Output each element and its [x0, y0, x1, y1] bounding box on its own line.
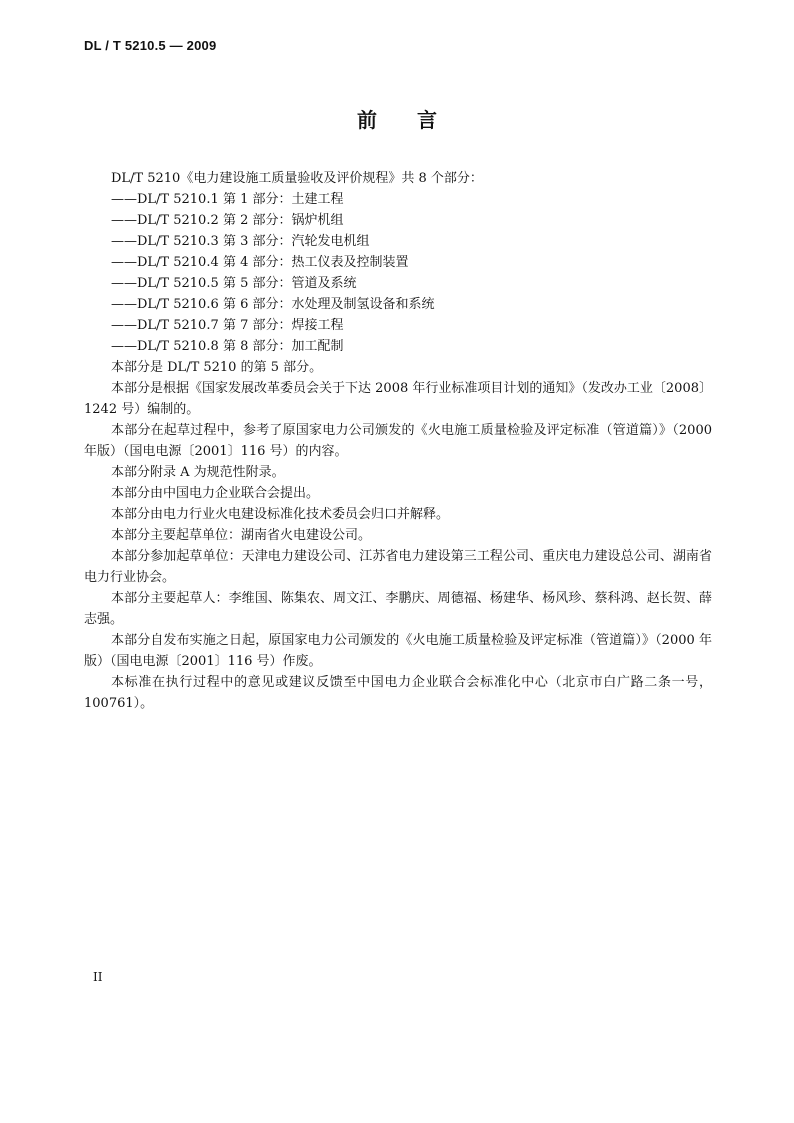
intro-paragraph: DL/T 5210《电力建设施工质量验收及评价规程》共 8 个部分：	[111, 171, 483, 186]
part-code: ——DL/T 5210.8	[111, 339, 219, 354]
paragraph: 本部分由电力行业火电建设标准化技术委员会归口并解释。	[111, 507, 450, 522]
list-item	[84, 273, 712, 294]
foreword-body	[84, 168, 712, 714]
list-item	[84, 231, 712, 252]
part-label: 第 5 部分：管道及系统	[223, 276, 357, 291]
paragraph: 本部分参加起草单位：天津电力建设公司、江苏省电力建设第三工程公司、重庆电力建设总公司、湖南省电力行业协会。	[84, 549, 712, 585]
page-title: 前言	[357, 108, 477, 132]
part-label: 第 7 部分：焊接工程	[223, 318, 344, 333]
paragraph: 本标准在执行过程中的意见或建议反馈至中国电力企业联合会标准化中心（北京市白广路二条一号，100761）。	[84, 675, 712, 711]
parts-list	[84, 189, 712, 357]
paragraph: 本部分主要起草单位：湖南省火电建设公司。	[111, 528, 372, 543]
paragraph: 本部分在起草过程中，参考了原国家电力公司颁发的《火电施工质量检验及评定标准（管道篇）》（2000 年版）（国电电源〔2001〕116 号）的内容。	[84, 423, 712, 459]
part-code: ——DL/T 5210.1	[111, 192, 219, 207]
part-label: 第 2 部分：锅炉机组	[223, 213, 344, 228]
part-code: ——DL/T 5210.5	[111, 276, 219, 291]
paragraph: 本部分是根据《国家发展改革委员会关于下达 2008 年行业标准项目计划的通知》（发改办工业〔2008〕1242 号）编制的。	[84, 381, 712, 417]
part-code: ——DL/T 5210.4	[111, 255, 219, 270]
paragraph: 本部分主要起草人：李维国、陈集农、周文江、李鹏庆、周德福、杨建华、杨风珍、蔡科鸿、赵长贺、薛志强。	[84, 591, 712, 627]
list-item	[84, 315, 712, 336]
paragraph: 本部分附录 A 为规范性附录。	[111, 465, 285, 480]
part-label: 第 8 部分：加工配制	[223, 339, 344, 354]
page-number: II	[93, 970, 103, 984]
paragraph: 本部分由中国电力企业联合会提出。	[111, 486, 320, 501]
list-item	[84, 210, 712, 231]
part-code: ——DL/T 5210.3	[111, 234, 219, 249]
part-code: ——DL/T 5210.7	[111, 318, 219, 333]
paragraph: 本部分自发布实施之日起，原国家电力公司颁发的《火电施工质量检验及评定标准（管道篇）》（2000 年版）（国电电源〔2001〕116 号）作废。	[84, 633, 712, 669]
part-label: 第 6 部分：水处理及制氢设备和系统	[223, 297, 435, 312]
list-item	[84, 336, 712, 357]
list-item	[84, 252, 712, 273]
part-label: 第 3 部分：汽轮发电机组	[223, 234, 370, 249]
list-item	[84, 189, 712, 210]
part-label: 第 1 部分：土建工程	[223, 192, 344, 207]
part-code: ——DL/T 5210.6	[111, 297, 219, 312]
part-code: ——DL/T 5210.2	[111, 213, 219, 228]
paragraph: 本部分是 DL/T 5210 的第 5 部分。	[111, 360, 323, 375]
part-label: 第 4 部分：热工仪表及控制装置	[223, 255, 409, 270]
standard-number: DL / T 5210.5 — 2009	[84, 38, 217, 53]
list-item	[84, 294, 712, 315]
